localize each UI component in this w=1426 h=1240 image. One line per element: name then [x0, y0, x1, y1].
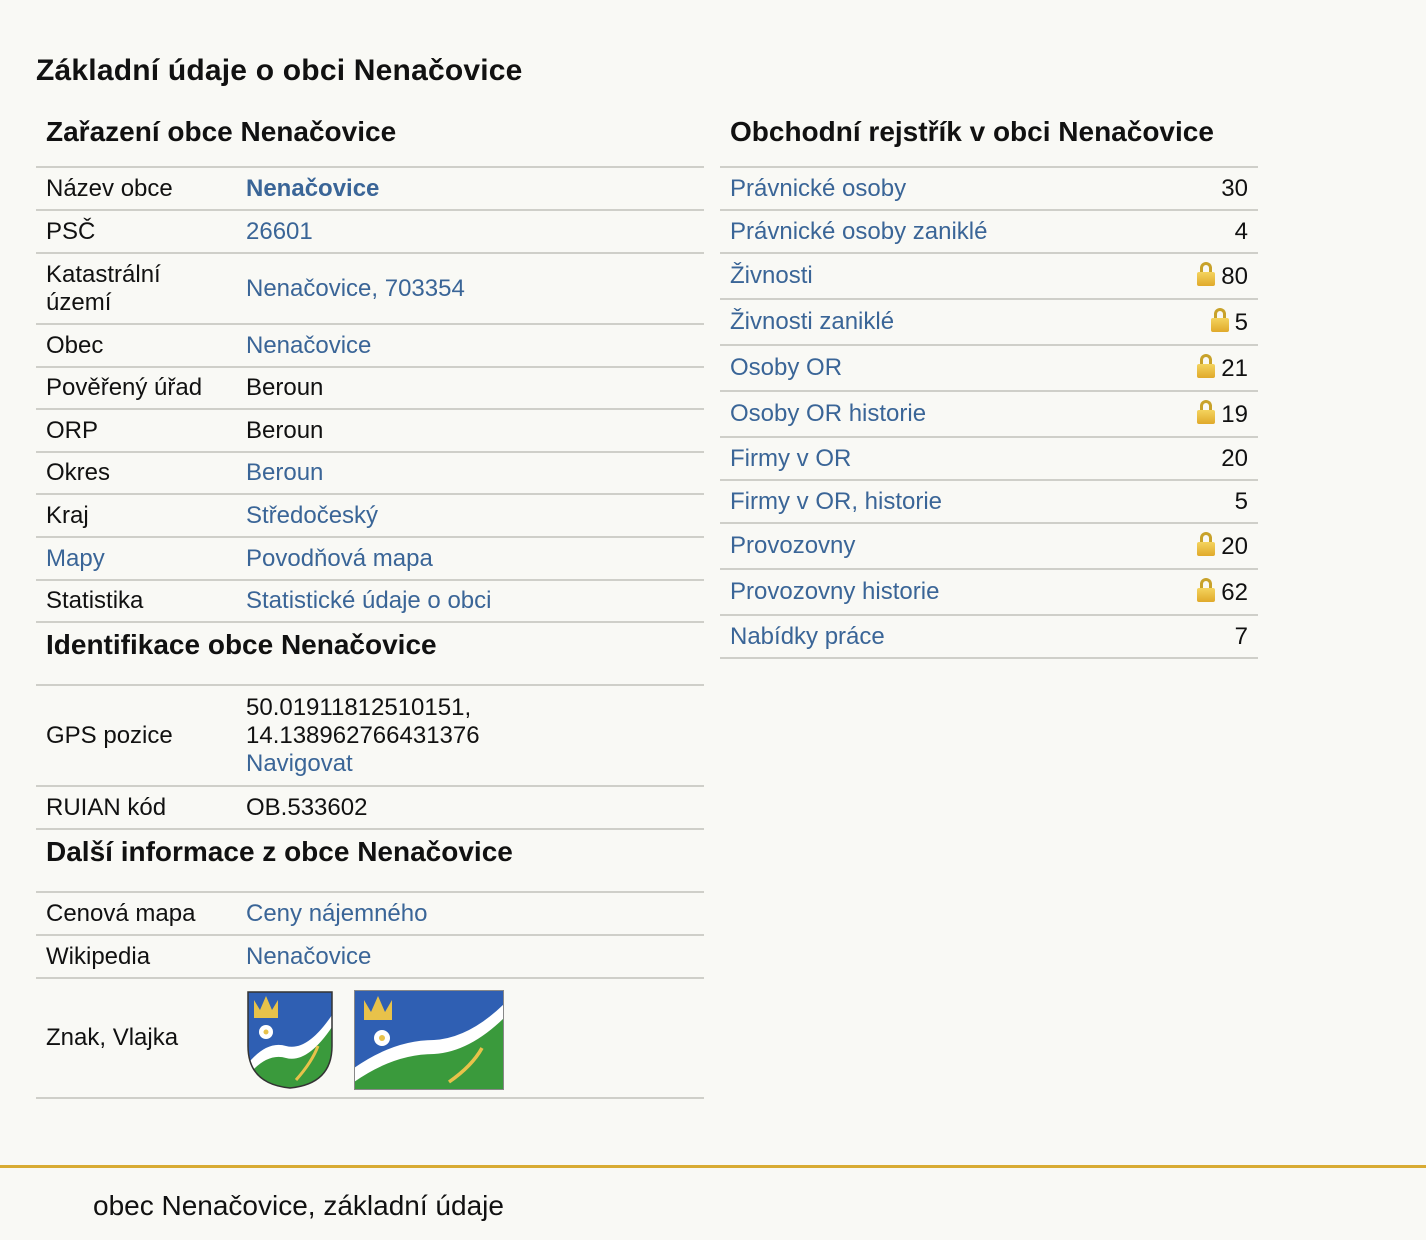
table-row[interactable] — [720, 391, 1258, 437]
ruian-value: OB.533602 — [236, 786, 704, 829]
register-link[interactable]: Právnické osoby — [720, 168, 1149, 210]
row-key: Okres — [36, 452, 236, 494]
cenova-mapa-label: Cenová mapa — [36, 893, 236, 935]
lock-icon — [1197, 578, 1215, 602]
table-row[interactable] — [720, 253, 1258, 299]
count-value: 4 — [1234, 217, 1248, 245]
register-link[interactable]: Nabídky práce — [720, 615, 1149, 658]
count-value: 20 — [1221, 444, 1248, 472]
table-row — [36, 409, 704, 452]
row-key: Kraj — [36, 494, 236, 537]
navigate-link[interactable]: Navigovat — [246, 749, 353, 777]
table-row[interactable] — [720, 299, 1258, 345]
table-row — [36, 935, 704, 978]
lock-icon — [1211, 308, 1229, 332]
table-row — [36, 580, 704, 622]
gps-longitude: 14.138962766431376 — [246, 721, 480, 749]
register-link[interactable]: Firmy v OR, historie — [720, 480, 1149, 523]
table-row[interactable] — [720, 437, 1258, 480]
count-value: 30 — [1221, 174, 1248, 202]
identifikace-table — [36, 686, 704, 830]
row-key: Název obce — [36, 168, 236, 210]
table-row — [36, 686, 704, 786]
table-row — [36, 168, 704, 210]
register-count — [1149, 391, 1258, 437]
flag-icon[interactable] — [354, 990, 504, 1090]
row-value: Beroun — [236, 409, 704, 452]
row-key: Obec — [36, 324, 236, 367]
table-row[interactable] — [720, 615, 1258, 658]
rejstrik-table — [720, 168, 1258, 659]
register-count — [1149, 168, 1258, 210]
register-link[interactable]: Živnosti — [720, 253, 1149, 299]
coat-of-arms-icon[interactable] — [246, 990, 334, 1090]
table-row[interactable] — [720, 345, 1258, 391]
table-row — [36, 978, 704, 1098]
register-count — [1149, 299, 1258, 345]
table-row[interactable] — [720, 480, 1258, 523]
cenova-mapa-link[interactable]: Ceny nájemného — [236, 893, 704, 935]
wikipedia-label: Wikipedia — [36, 935, 236, 978]
table-row[interactable] — [720, 523, 1258, 569]
row-value-link[interactable]: Statistické údaje o obci — [236, 580, 704, 622]
row-key: PSČ — [36, 210, 236, 253]
register-link[interactable]: Provozovny — [720, 523, 1149, 569]
table-row — [36, 893, 704, 935]
register-link[interactable]: Firmy v OR — [720, 437, 1149, 480]
register-count — [1149, 615, 1258, 658]
register-link[interactable]: Provozovny historie — [720, 569, 1149, 615]
count-value: 20 — [1221, 532, 1248, 560]
register-link[interactable]: Osoby OR historie — [720, 391, 1149, 437]
trade-register-column — [720, 110, 1258, 659]
table-row — [36, 253, 704, 324]
register-link[interactable]: Osoby OR — [720, 345, 1149, 391]
ruian-label: RUIAN kód — [36, 786, 236, 829]
lock-icon — [1197, 532, 1215, 556]
section-title-zarazeni: Zařazení obce Nenačovice — [36, 110, 704, 168]
row-key: Statistika — [36, 580, 236, 622]
dalsi-table — [36, 893, 704, 1099]
section-title-identifikace: Identifikace obce Nenačovice — [36, 623, 704, 686]
register-count — [1149, 345, 1258, 391]
municipality-info-column — [36, 110, 704, 1099]
row-key: ORP — [36, 409, 236, 452]
table-row — [36, 494, 704, 537]
row-value: Beroun — [236, 367, 704, 409]
table-row[interactable] — [720, 168, 1258, 210]
register-link[interactable]: Právnické osoby zaniklé — [720, 210, 1149, 253]
register-count — [1149, 569, 1258, 615]
row-value-link[interactable]: Nenačovice — [236, 324, 704, 367]
count-value: 21 — [1221, 354, 1248, 382]
register-count — [1149, 523, 1258, 569]
register-count — [1149, 480, 1258, 523]
row-value-link[interactable]: Nenačovice, 703354 — [236, 253, 704, 324]
row-key: Pověřený úřad — [36, 367, 236, 409]
footer-divider — [0, 1165, 1426, 1168]
wikipedia-link[interactable]: Nenačovice — [236, 935, 704, 978]
row-key-link[interactable]: Mapy — [36, 537, 236, 580]
register-count — [1149, 253, 1258, 299]
count-value: 5 — [1234, 308, 1248, 336]
table-row[interactable] — [720, 210, 1258, 253]
row-value-link[interactable]: Povodňová mapa — [236, 537, 704, 580]
register-count — [1149, 210, 1258, 253]
znak-vlajka-label: Znak, Vlajka — [36, 978, 236, 1098]
row-value-link[interactable]: Středočeský — [236, 494, 704, 537]
footer-text: obec Nenačovice, základní údaje — [93, 1190, 504, 1221]
emblems-cell — [236, 978, 704, 1098]
count-value: 19 — [1221, 400, 1248, 428]
table-row — [36, 452, 704, 494]
gps-latitude: 50.01911812510151, — [246, 693, 472, 721]
lock-icon — [1197, 262, 1215, 286]
gps-label: GPS pozice — [36, 686, 236, 786]
zarazeni-table — [36, 168, 704, 623]
page-title: Základní údaje o obci Nenačovice — [36, 54, 523, 87]
table-row — [36, 786, 704, 829]
table-row — [36, 537, 704, 580]
table-row — [36, 367, 704, 409]
table-row — [36, 210, 704, 253]
count-value: 7 — [1234, 622, 1248, 650]
table-row[interactable] — [720, 569, 1258, 615]
lock-icon — [1197, 354, 1215, 378]
count-value: 62 — [1221, 578, 1248, 606]
row-value-link[interactable]: 26601 — [236, 210, 704, 253]
gps-value — [236, 686, 704, 786]
table-row — [36, 324, 704, 367]
section-title-dalsi: Další informace z obce Nenačovice — [36, 830, 704, 893]
row-value-link[interactable]: Nenačovice — [236, 168, 704, 210]
register-count — [1149, 437, 1258, 480]
lock-icon — [1197, 400, 1215, 424]
row-value-link[interactable]: Beroun — [236, 452, 704, 494]
row-key: Katastrální území — [36, 253, 236, 324]
register-link[interactable]: Živnosti zaniklé — [720, 299, 1149, 345]
section-title-rejstrik: Obchodní rejstřík v obci Nenačovice — [720, 110, 1258, 168]
count-value: 5 — [1234, 487, 1248, 515]
count-value: 80 — [1221, 262, 1248, 290]
